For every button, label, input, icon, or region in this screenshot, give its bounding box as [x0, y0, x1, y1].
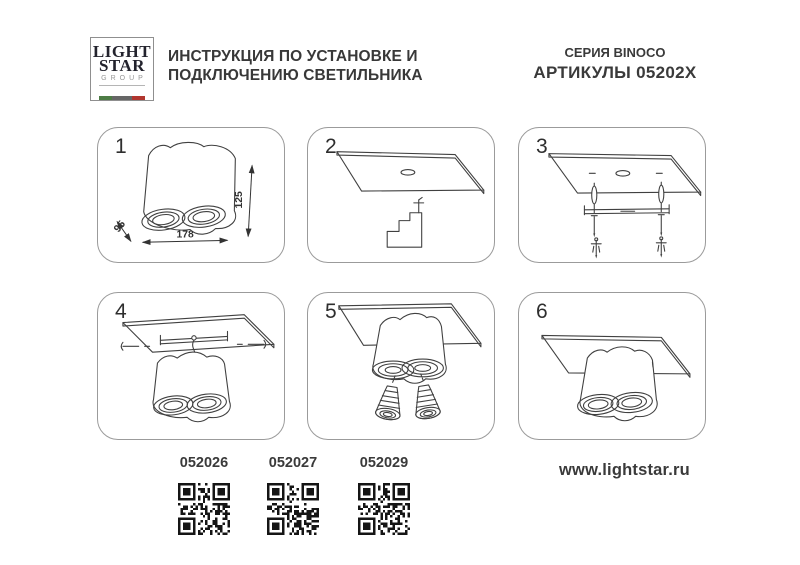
double-spot-fixture-drawing: [153, 352, 231, 422]
dimension-width-label: 178: [176, 229, 194, 241]
qr-code: [178, 483, 230, 535]
series-block: [520, 45, 710, 83]
step-number-3: 3: [536, 135, 548, 158]
article-code-2: 052027: [268, 455, 318, 471]
lightstar-logo: [90, 37, 154, 101]
title-line-2: ПОДКЛЮЧЕНИЮ СВЕТИЛЬНИКА: [168, 67, 423, 84]
mounting-screw-icon: [591, 215, 664, 238]
flag-middle-segment: [112, 96, 132, 100]
article-code-1: 052026: [179, 455, 229, 471]
step-number-5: 5: [325, 300, 337, 323]
ceiling-panel-drawing: [337, 152, 484, 194]
articles-heading: АРТИКУЛЫ 05202X: [533, 63, 697, 82]
step-panel-6: [518, 292, 706, 440]
qr-code: [358, 483, 410, 535]
qr-code: [267, 483, 319, 535]
screw-icon: [414, 197, 424, 212]
step-panel-4: [97, 292, 285, 440]
step-number-4: 4: [115, 300, 127, 323]
double-spot-fixture-drawing: [372, 313, 446, 383]
gu10-lamp-icon: [412, 384, 442, 420]
flag-red-segment: [132, 96, 145, 100]
flag-green-segment: [99, 96, 112, 100]
double-spot-fixture-drawing: [577, 347, 658, 421]
expansion-anchor-icon: [591, 237, 666, 259]
article-code-3: 052029: [359, 455, 409, 471]
mounting-bracket-drawing: [584, 205, 669, 215]
website-url: www.lightstar.ru: [559, 461, 690, 479]
step-panel-2: [307, 127, 495, 263]
title-line-1: ИНСТРУКЦИЯ ПО УСТАНОВКЕ И: [168, 48, 418, 65]
logo-italy-flag: [99, 85, 145, 105]
logo-word-star: STAR: [98, 56, 146, 75]
dimension-height-label: 125: [234, 191, 246, 209]
step-number-2: 2: [325, 135, 337, 158]
page-title: [168, 47, 423, 85]
gu10-lamp-icon: [375, 385, 405, 421]
step-panel-5: [307, 292, 495, 440]
logo-word-group: GROUP: [101, 75, 147, 82]
logo-word-light: LIGHT: [92, 42, 152, 61]
ceiling-panel-drawing: [549, 154, 701, 196]
step-panel-1: [97, 127, 285, 263]
double-spot-fixture-drawing: [141, 142, 236, 234]
step-number-6: 6: [536, 300, 548, 323]
series-name: СЕРИЯ BINOCO: [564, 45, 666, 60]
dimension-depth-label: 95: [112, 218, 129, 235]
step-ladder-drawing: [387, 213, 421, 247]
step-number-1: 1: [115, 135, 127, 158]
step-panel-3: [518, 127, 706, 263]
